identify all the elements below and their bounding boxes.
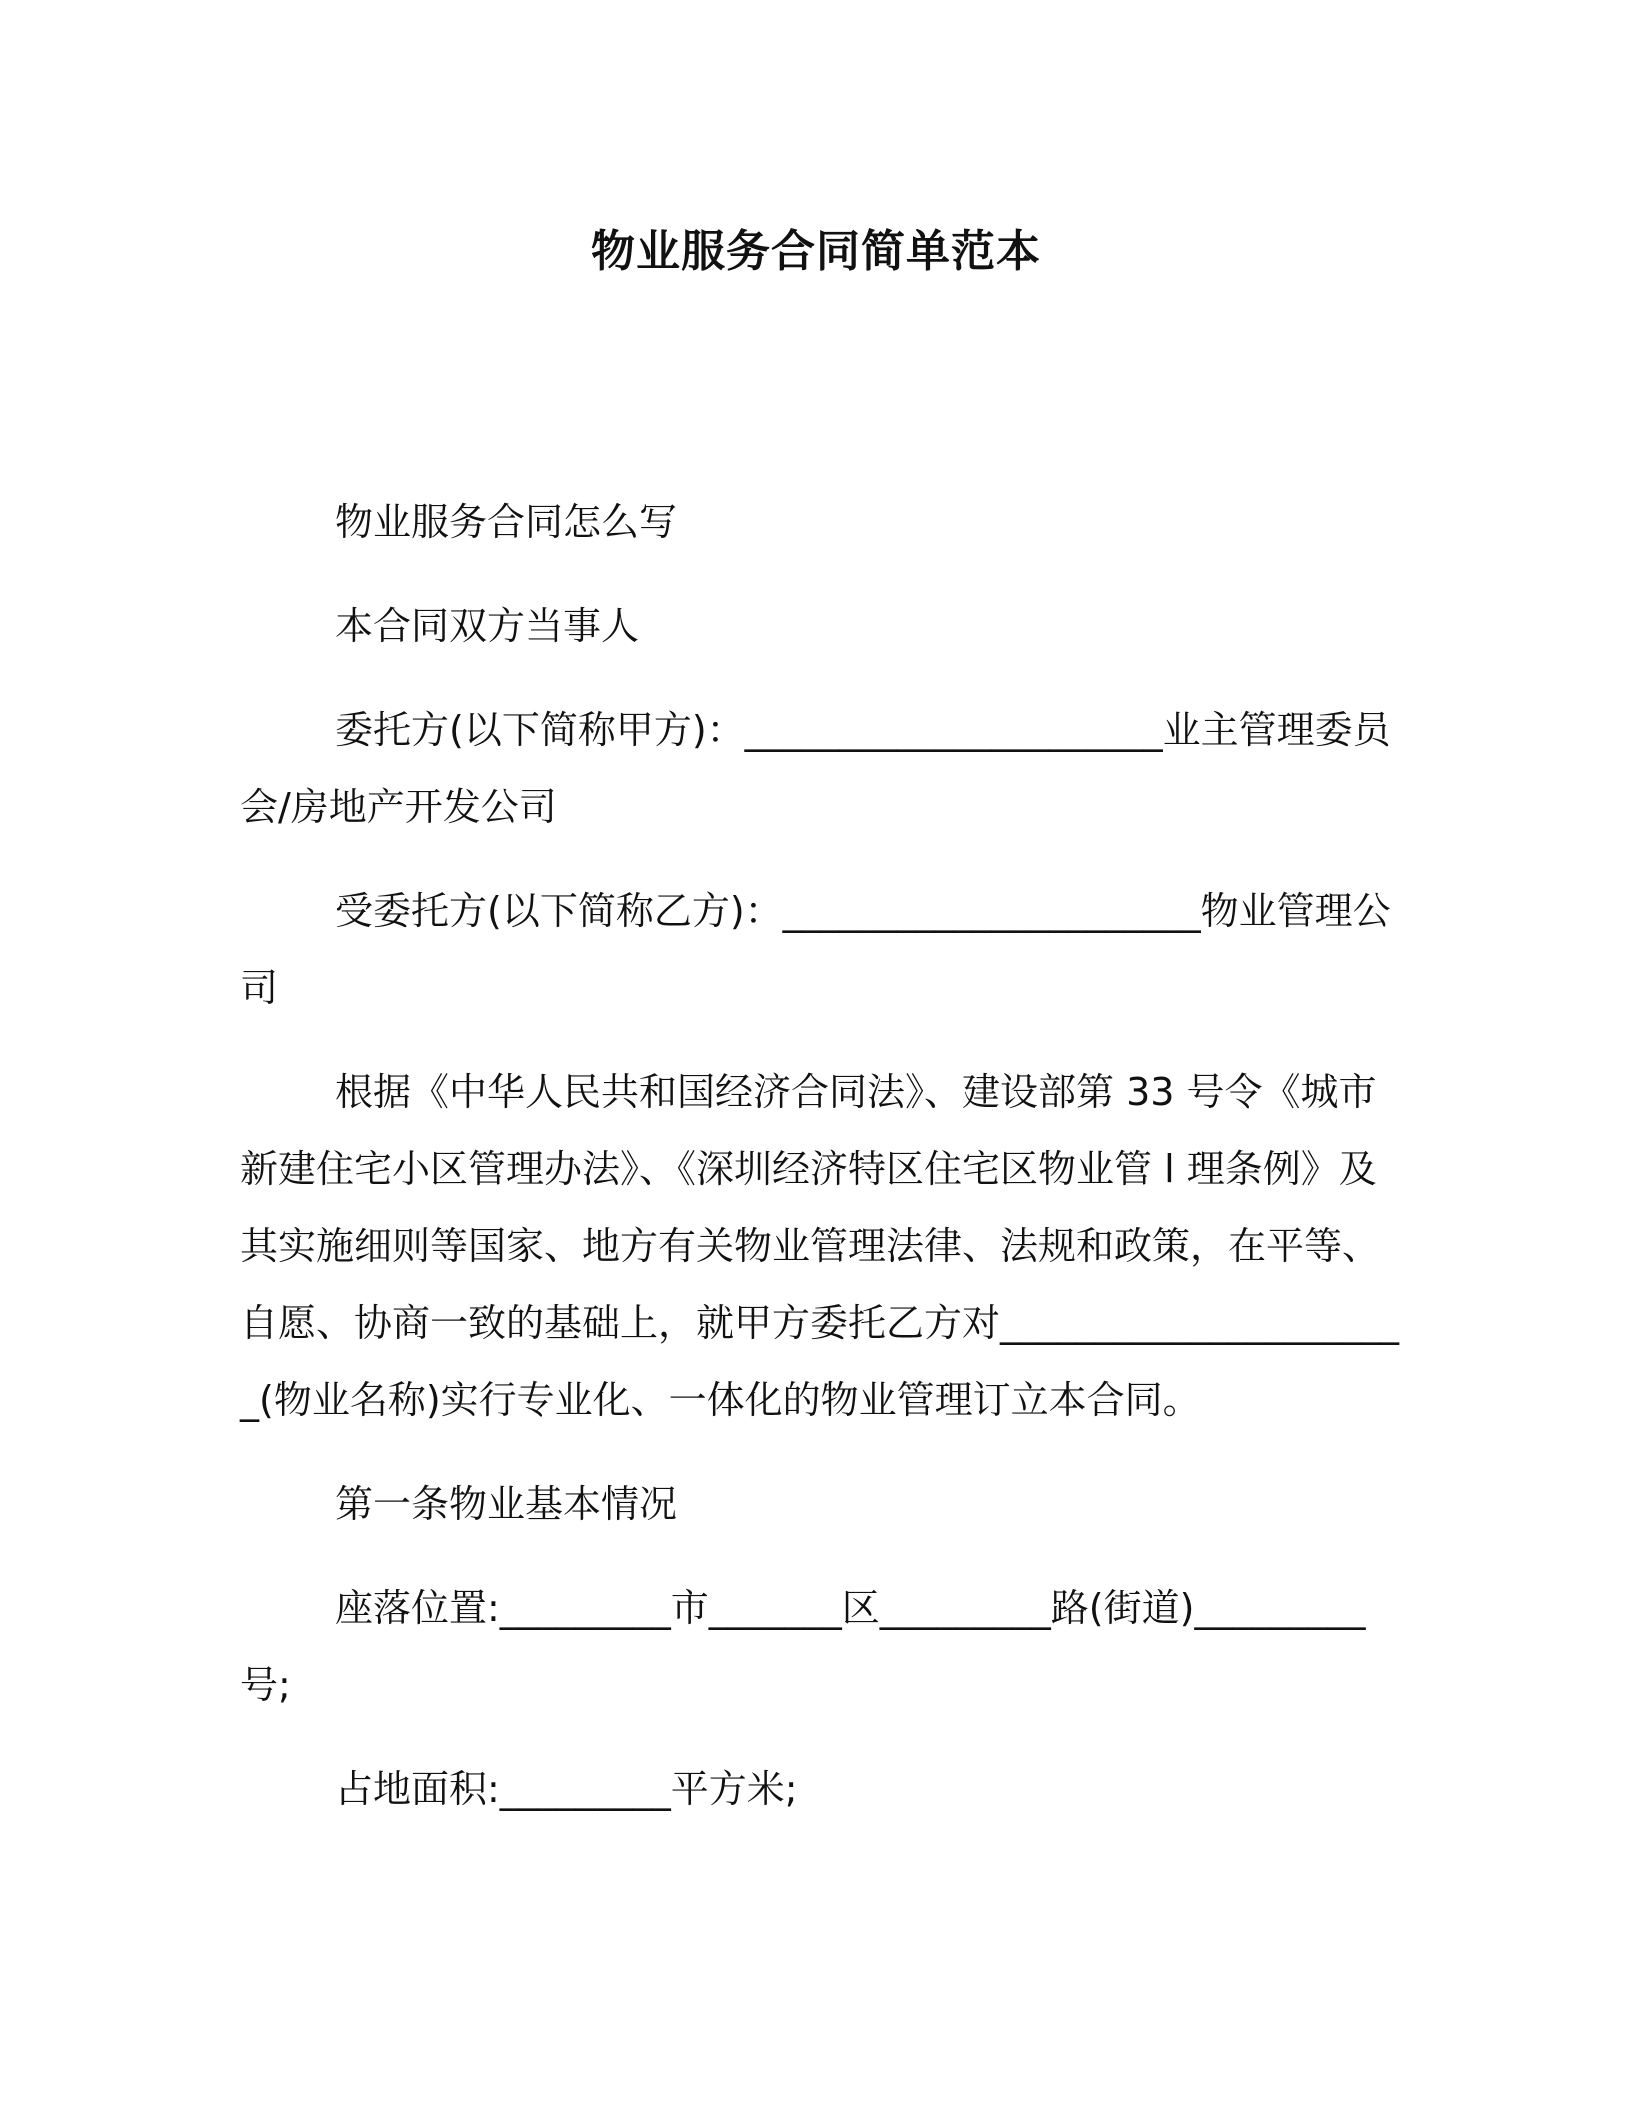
paragraph-party-a: 委托方(以下简称甲方)：______________________业主管理委员会/房地产开发公司 [240,708,1391,829]
paragraph-party-b: 受委托方(以下简称乙方)：______________________物业管理公司 [240,889,1391,1010]
paragraph-how-to-write: 物业服务合同怎么写 [335,500,678,544]
paragraph-location: 座落位置:_________市_______区_________路(街道)_________号; [240,1586,1366,1707]
document-title: 物业服务合同简单范本 [591,226,1041,277]
paragraph-legal-basis: 根据《中华人民共和国经济合同法》、建设部第 33 号令《城市新建住宅小区管理办法》、《深圳经济特区住宅区物业管 l 理条例》及其实施细则等国家、地方有关物业管理法律、法规和政策，在平等、自愿、协商一致的基础上，就甲方委托乙方对______________________(物业名称)实行专业化、一体化的物业管理订立本合同。 [240,1070,1400,1422]
paragraph-land-area: 占地面积:_________平方米; [335,1767,798,1811]
paragraph-parties: 本合同双方当事人 [335,604,640,648]
document-body [240,484,1400,1855]
section-heading-article-1: 第一条物业基本情况 [335,1482,678,1526]
